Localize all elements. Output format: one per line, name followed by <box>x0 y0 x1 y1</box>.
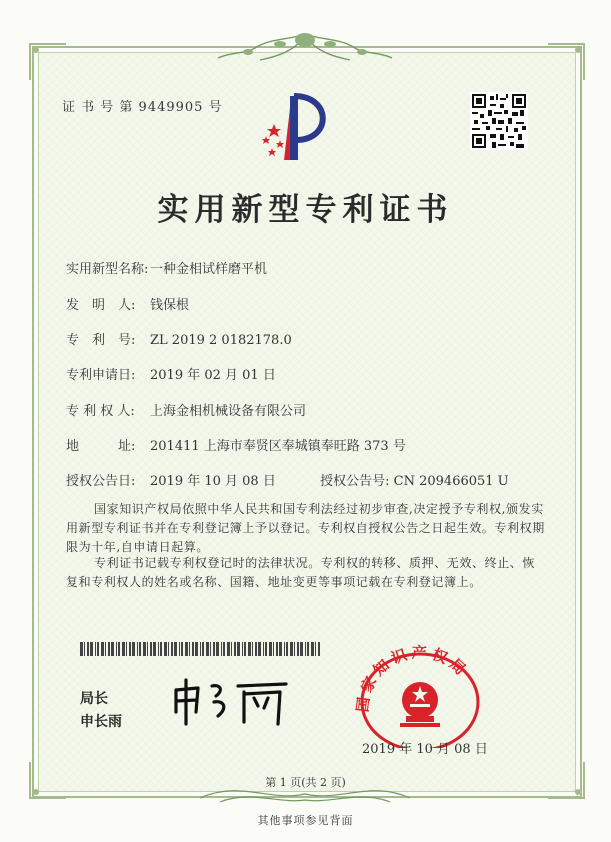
field-value: 2019 年 02 月 01 日 <box>150 368 276 383</box>
grant-statement-paragraph: 国家知识产权局依照中华人民共和国专利法经过初步审查,决定授予专利权,颁发实用新型专利证书并在专利登记簿上予以登记。专利权自授权公告之日起生效。专利权期限为十年,自申请日起算。 <box>66 502 545 554</box>
field-label: 发 明 人: <box>66 298 136 313</box>
field-label: 专 利 权 人: <box>66 404 135 419</box>
field-value: 上海金相机械设备有限公司 <box>150 404 307 419</box>
field-label: 专 利 号: <box>66 333 136 348</box>
field-label: 实用新型名称: <box>66 262 149 277</box>
official-seal <box>350 640 490 748</box>
field-value: ZL 2019 2 0182178.0 <box>150 333 292 348</box>
field-address <box>66 435 406 454</box>
grant-date-label: 授权公告日: <box>66 474 136 489</box>
field-application-date <box>66 364 276 383</box>
director-name: 申长雨 <box>80 714 122 730</box>
field-patentee <box>66 400 306 419</box>
footer-note: 其他事项参见背面 <box>257 814 354 827</box>
certificate-number-value: 9449905 <box>138 100 204 115</box>
field-value: 钱保根 <box>150 298 190 313</box>
field-utility-model-name <box>66 258 267 277</box>
legal-status-paragraph: 专利证书记载专利权登记时的法律状况。专利权的转移、质押、无效、终止、恢复和专利权人的姓名或名称、国籍、地址变更等事项记载在专利登记簿上。 <box>66 556 536 589</box>
grant-number-label: 授权公告号: <box>320 474 390 489</box>
seal-date: 2019 年 10 月 08 日 <box>362 742 488 757</box>
barcode-icon <box>80 642 320 656</box>
page-number: 第 1 页(共 2 页) <box>265 776 346 789</box>
field-inventor <box>66 294 189 313</box>
corner-ornament-top-left <box>28 42 68 82</box>
field-label: 专利申请日: <box>66 368 136 383</box>
field-patent-number <box>66 329 292 348</box>
certificate-title: 实用新型专利证书 <box>157 192 454 228</box>
qr-code-icon <box>470 92 528 150</box>
field-label: 地 址: <box>66 439 136 454</box>
director-title: 局长 <box>80 691 108 707</box>
field-grant-announcement <box>66 470 509 489</box>
certificate-number-label: 证 书 号 第 <box>62 100 134 115</box>
field-value: 一种金相试样磨平机 <box>150 262 268 277</box>
patent-office-logo-icon <box>260 88 340 168</box>
grant-number-value: CN 209466051 U <box>393 474 509 489</box>
certificate-number <box>62 96 223 115</box>
field-value: 201411 上海市奉贤区奉城镇奉旺路 373 号 <box>150 439 406 454</box>
corner-ornament-top-right <box>546 42 586 82</box>
top-ornament <box>200 30 410 66</box>
certificate-number-suffix: 号 <box>208 100 223 115</box>
seal-text: 国家知识产权局 <box>353 643 473 714</box>
director-signature <box>168 672 298 728</box>
grant-date-value: 2019 年 10 月 08 日 <box>150 474 276 489</box>
